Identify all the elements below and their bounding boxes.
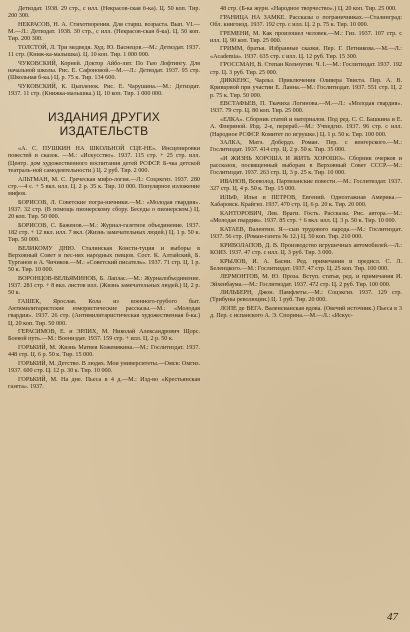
bibliography-entry: Детиздат. 1938. 29 стр., с илл. (Некрасов-ская б-ка). Ц. 50 коп. Тир. 200 300. bbox=[8, 6, 200, 20]
bibliography-entry: БОРИСОВ, С. Баженов.—М.: Журнал-газетное объединение. 1937. 182 стр. + 12 вкл. илл. 7 вкл. (Жизнь замечательных людей.) Ц. 1 р. 50 к. Тир. 50 000. bbox=[8, 222, 200, 243]
bibliography-entry: ГРИММ, братья. Избранные сказки. Пер. Г. Петникова.—М.—Л.: «Academia». 1937. 635 стр. с илл. Ц. 12 руб. Тир. 15 300. bbox=[210, 46, 402, 60]
bibliography-entry: НЕКРАСОВ, Н. А. Стихотворения. Для старш. возраста. Вып. VI.—М.—Л.: Детиздат. 1938. 30 стр., с илл. (Некрасов-ская б-ка). Ц. 50 коп. Тир. 200 300. bbox=[8, 21, 200, 43]
bibliography-entry: ТОЛСТОЙ, Л. Три медведя. Худ. Ю. Васнецов.—М.: Детиздат. 1937. 11 стр. (Книж-ка-малышка). Ц. 10 коп. Тир. 1 000 000. bbox=[8, 44, 200, 59]
page-number: 47 bbox=[387, 611, 398, 623]
bibliography-entry: ЛЕРМОНТОВ, М. Ю. Проза. Вступ. статья, ред. и примечания И. Эйхенбаума.—М.: Гослитиздат. 1937. 472 стр. Ц. 2 руб. Тир. 100 000. bbox=[210, 274, 402, 288]
bibliography-entry: ЕВСТАФЬЕВ, П. Ткачиха Логинова.—М.—Л.: «Молодая гвардия». 1937. 79 стр. Ц. 80 коп. Тир. 25 000. bbox=[210, 101, 402, 115]
bibliography-entry: ЗАЛКА, Матэ. Добердо. Роман. Пер. с венгерского.—М.: Гослитиздат. 1937. 414 стр. Ц. 2 р. 50 к. Тир. 35 000. bbox=[210, 140, 402, 154]
left-column bbox=[8, 6, 200, 622]
bibliography-entry: ЧУКОВСКИЙ, К. Цыпленок. Рис. Е. Чарушина.—М.: Детиздат. 1937. 11 стр. (Книжка-малышка.) Ц. 10 коп. Тир. 1 000 000. bbox=[8, 83, 200, 98]
bibliography-entry: «ЕЛКА». Сборник статей и материалов. Под ред. С. С. Башкина и Е. А. Флериной. Изд. 2-е, перераб.—М.: Учпедгиз. 1937. 96 стр. с илл. (Народное РСФСР. Комитет по игрушке.) Ц. 1 р. 50 к. Тир. 100 000. bbox=[210, 117, 402, 138]
bibliography-entry: КАТАЕВ, Валентин. Я—сын трудового народа.—М.: Гослитиздат. 1937. 56 стр. (Роман-газета № 12.) Ц. 50 коп. Тир. 210 000. bbox=[210, 226, 402, 240]
bibliography-entry: ГРАНИЦА НА ЗАМКЕ. Рассказы о пограничниках.—Сталинград: Обл. книгоизд. 1937. 192 стр. с илл. Ц. 2 р. 75 к. Тир. 10 000. bbox=[210, 14, 402, 28]
two-column-layout bbox=[8, 6, 402, 622]
bibliography-entry: ГРЕМЕНИ, М. Как произошел человек.—М.: Гиз. 1937. 107 стр. с илл. Ц. 90 коп. Тир. 25 000. bbox=[210, 30, 402, 44]
bibliography-entry: ИВАНОВ, Всеволод. Партизанские повести.—М.: Гослитиздат. 1937. 327 стр. Ц. 4 р. 50 к. Тир. 15 000. bbox=[210, 179, 402, 193]
bibliography-entry: «А. С. ПУШКИН НА ШКОЛЬНОЙ СЦЕ-НЕ». Инсценировки повестей и сказок. —М.: «Искусство». 1937. 115 стр. + 25 стр. илл. (Центр. дом художественного воспитания детей РСФСР. Б-чка детской театраль-ной самодеятельности.) Ц. 2 руб. Тир. 2 000. bbox=[8, 146, 200, 174]
bibliography-entry: ГОРЬКИЙ, М. На дне. Пьеса в 4 д.—М.: Изд-во «Крестьянская газета». 1937. bbox=[8, 376, 200, 391]
right-column bbox=[210, 6, 402, 622]
bibliography-entry: 48 стр. (Б-ка журн. «Народное творчество».) Ц. 20 коп. Тир. 25 000. bbox=[220, 6, 397, 12]
bibliography-entry: КРЫЛОВ, И. А. Басни. Ред. примечания и предисл. С. Л. Беленцкого.—М.: Гослитиздат. 1937. 47 стр. Ц. 25 коп. Тир. 100 000. bbox=[210, 258, 402, 272]
bibliography-entry: КАНТОРОВИЧ, Лев. Враги. Гость. Рассказы. Рис. автора.—М.: «Молодая гвардия». 1937. 85 стр. + 6 вкл. илл. Ц. 3 р. 50 к. Тир. 10 000. bbox=[210, 210, 402, 225]
bibliography-entry: ГРОССМАН, В. Степан Кольчугин. Ч. I.—М.: Гослитиздат. 1937. 192 стр. Ц. 3 руб. Тир. 25 000. bbox=[210, 62, 402, 76]
bibliography-entry: ГОРЬКИЙ, М. Жизнь Матвея Кожемякина.—М.: Гослитиздат. 1937. 448 стр. Ц. 6 р. 50 к. Тир. 15 000. bbox=[8, 345, 200, 359]
bibliography-entry: АЛЬТМАН, М. С. Греческая мифо-логия.—Л.: Соцэкгиз. 1937. 280 стр.—4 с. + 5 вкл. илл. Ц. 2 р. 35 к. Тир. 10 000. Популярное изложение мифов. bbox=[8, 176, 200, 197]
bibliography-entry: ЧУКОВСКИЙ, Корней. Доктор Айбо-лит. По Гью Лофтингу. Для начальной школы. Рис. Е. Сафоновой.—М.—Л.: Детиздат. 1937. 95 стр. (Школьная б-ка.) Ц. р. 75 к. Тир. 134 600. bbox=[8, 60, 200, 82]
bibliography-entry: ГОРЬКИЙ, М. Детство. В людях. Мои университеты.—Омск: Омгиз. 1937. 600 стр. Ц. 12 р. 30 к. Тир. 10 000. bbox=[8, 361, 200, 375]
bibliography-entry: БОРИСОВ, Л. Советские погра-ничники.—М.: «Молодая гвардия». 1937. 32 стр. (В помощь пионерскому сбору. Беседы о пионерском.) Ц. 20 коп. Тир. 50 000. bbox=[8, 199, 200, 220]
bibliography-entry: ГАШЕК, Ярослав. Кола из военного-грубого быт. Антимилитаристские юмористические рассказы.—М.: «Молодая гвардия». 1937. 26 стр. (Антимилитаристическая художественная б-ка.) Ц. 20 коп. Тир. 50 000. bbox=[8, 299, 200, 327]
bibliography-entry: ВОРОНЦОВ-ВЕЛЬЯМИНОВ, Б. Лаплас.—М.: Журналобъединение. 1937. 281 стр. + 8 вкл. листов илл. (Жизнь замечательных людей.) Ц. 2 р. 50 к. bbox=[8, 275, 200, 297]
section-heading: ИЗДАНИЯ ДРУГИХ ИЗДАТЕЛЬСТВ bbox=[47, 110, 161, 139]
bibliography-entry: ГЕРАСИМОВ, Е. и ЭРЛИХ, М. Николай Александрович Щорс. Боевой путь.—М.: Воениздат. 1937. 159 стр. + илл. Ц. 2 р. 50 к. bbox=[8, 329, 200, 343]
bibliography-entry: ИЛЬФ, Илья и ПЕТРОВ, Евгений. Одноэтажная Америка.—Хабаровск. Крайгиз. 1937. 470 стр. Ц. 6 р. 20 к. Тир. 20 000. bbox=[210, 195, 402, 209]
bibliography-entry: ЛИЛЬБЕРН, Джон. Памфлеты.—М.: Соцэкгиз. 1937. 129 стр. (Трибуны революции.) Ц. 1 руб. Тир. 20 000. bbox=[210, 290, 402, 304]
bibliography-entry: КРИВОЛАПОВ, Д. В. Производство игрушечных автомобилей.—Л.: КОИЗ. 1937. 47 стр. с илл. Ц. 3 руб. Тир. 3 000. bbox=[210, 242, 402, 256]
bibliography-entry: ВЕЛИКОМУ ДНЮ. Сталинская Консти-туция и выборы в Верховный Совет в пес-нях народных певцов. Сост. К. Алтайский, Б. Турганов и А. Чичиков.—М.: «Советский писатель». 1937. 71 стр. Ц. 1 р. 50 к. Тир. 10 000. bbox=[8, 245, 200, 274]
bibliography-entry: ЛОПЕ де ВЕГА. Валенсианская вдова. (Овечий источник.) Пьеса в 3 д. Пер. с испанского А. Э. Спорина.—М.—Л.: «Искус- bbox=[210, 306, 402, 320]
bibliography-entry: ДИККЕНС, Чарльз. Приключения Оливера Твиста. Пер. А. В. Кривцовой при участии Е. Ланна.—М.: Гослитиздат. 1937. 551 стр. Ц. 2 р. 75 к. Тир. 50 000. bbox=[210, 78, 402, 99]
bibliography-entry: «И ЖИЗНЬ ХОРОША И ЖИТЬ ХОРОШО». Сборник очерков и рассказов, посвященный выборам в Верховный Совет СССР.—М.: Гослитиздат. 1937. 263 стр. Ц. 3 р. 25 к. Тир. 10 000. bbox=[210, 156, 402, 177]
